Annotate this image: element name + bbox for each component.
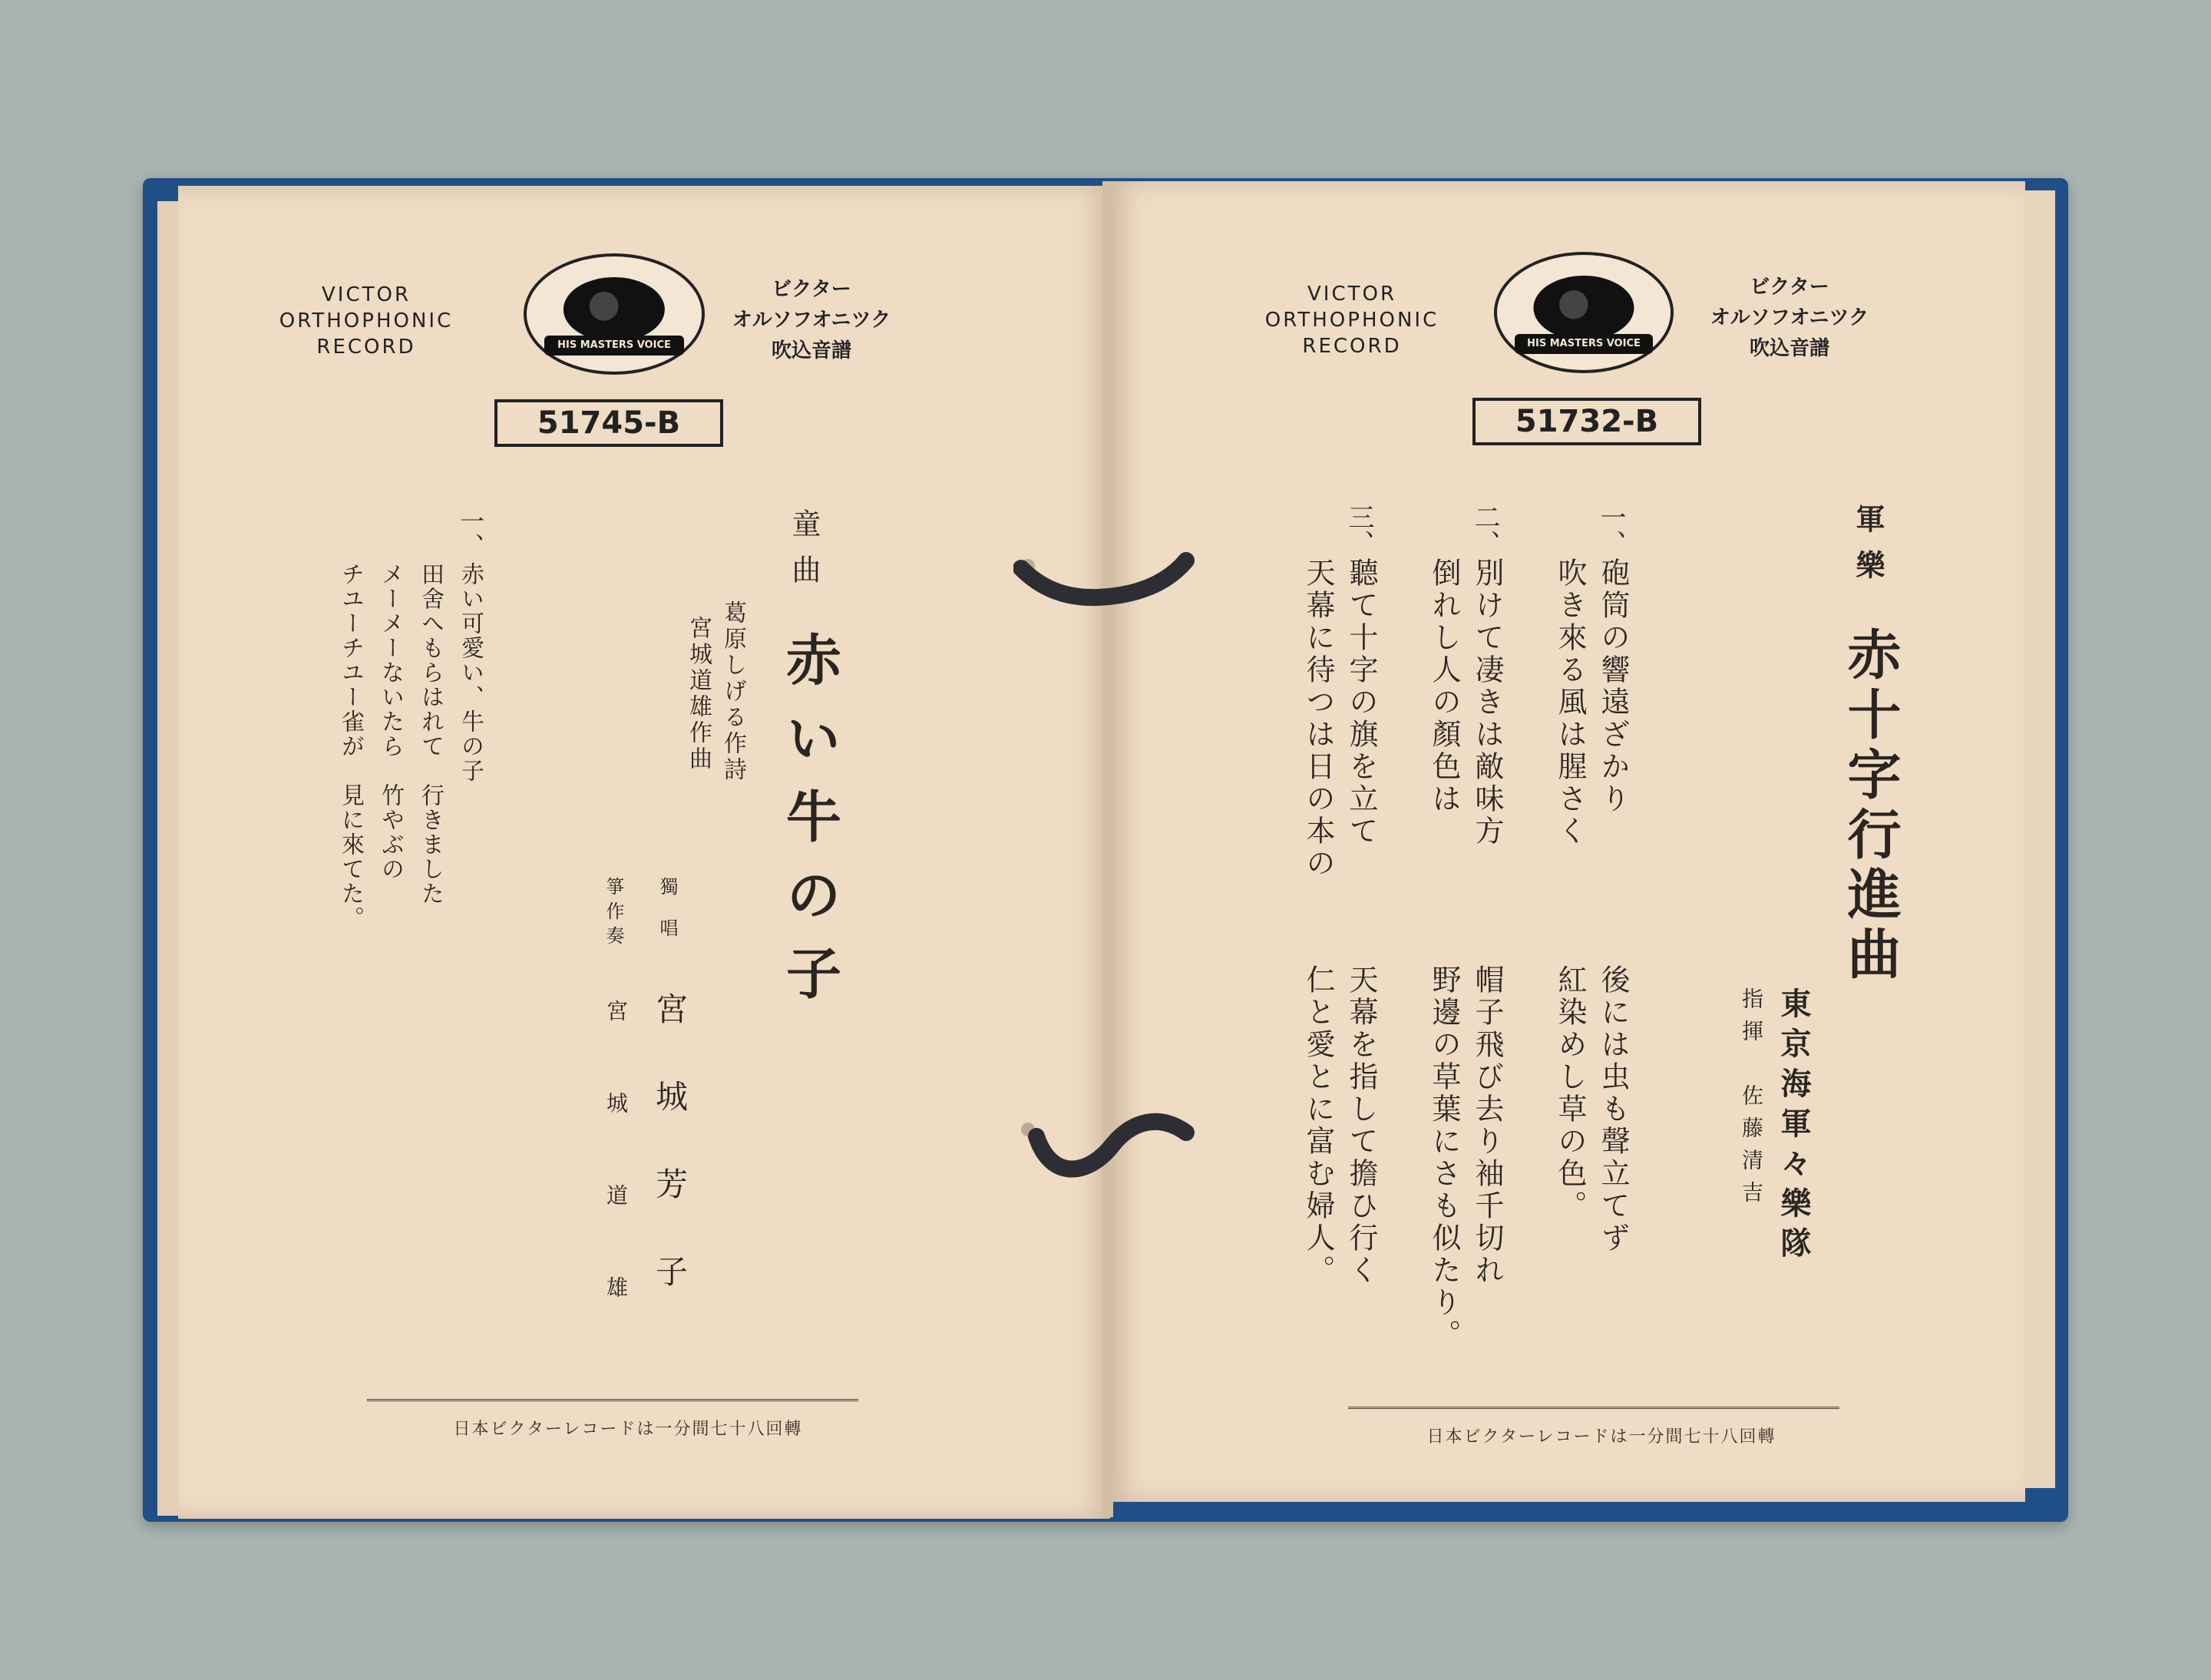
verse-line: 天幕を指して擔ひ行く — [1344, 964, 1378, 1287]
victor-dog-logo — [1494, 252, 1674, 373]
verse-line: 別けて凄きは敵味方 — [1470, 557, 1504, 848]
gramophone-icon — [563, 277, 665, 342]
brand-line: 吹込音譜 — [771, 339, 851, 362]
verse-line: 赤い可愛い、牛の子 — [457, 562, 484, 783]
logo-text: HIS MASTERS VOICE — [1515, 334, 1654, 354]
brand-line: 吹込音譜 — [1749, 337, 1829, 360]
record-number: 51732-B — [1472, 398, 1701, 445]
brand-english — [1264, 281, 1440, 359]
verse-line: 吹き來る風は腥さく — [1553, 557, 1587, 848]
credit-role: 獨唱 — [656, 877, 678, 960]
brand-line: RECORD — [1302, 335, 1402, 358]
conductor-credit: 指揮 佐藤清吉 — [1739, 987, 1764, 1213]
footer-rule — [367, 1399, 858, 1401]
brand-line: オルソフオニツク — [732, 309, 891, 332]
verse-number: 二、 — [1469, 504, 1500, 556]
brand-line: VICTOR — [321, 283, 411, 306]
victor-dog-logo — [524, 253, 705, 375]
verse-line: 田舍へもらはれて 行きました — [417, 562, 444, 906]
page-footer: 日本ビクターレコードは一分間七十八回轉 — [453, 1420, 803, 1439]
brand-line: ビクター — [772, 278, 851, 301]
verse-number: 一、 — [456, 508, 485, 557]
credit-role: 箏作奏 — [603, 877, 624, 951]
brand-line: ORTHOPHONIC — [1264, 309, 1439, 332]
genre-label: 童曲 — [787, 508, 821, 600]
credit-name: 宮城芳子 — [651, 992, 689, 1342]
performer-credit: 東京海軍々樂隊 — [1776, 987, 1812, 1267]
composer-credit: 宮城道雄作曲 — [685, 616, 712, 772]
verse-line: 天幕に待つは日の本の — [1301, 557, 1335, 880]
right-page — [1110, 181, 2025, 1502]
brand-line: オルソフオニツク — [1710, 306, 1869, 329]
song-title: 赤十字行進曲 — [1839, 627, 1902, 986]
verse-line: 帽子飛び去り袖千切れ — [1470, 964, 1504, 1287]
verse-line: 砲筒の響遠ざかり — [1596, 557, 1630, 815]
gramophone-icon — [1533, 276, 1634, 340]
brand-japanese — [716, 274, 907, 366]
left-page — [178, 186, 1110, 1519]
verse-line: メーメーないたら 竹やぶの — [377, 562, 404, 881]
record-number: 51745-B — [494, 399, 723, 447]
footer-rule — [1348, 1407, 1839, 1409]
verse-line: 仁と愛とに富む婦人。 — [1301, 964, 1335, 1287]
brand-line: RECORD — [316, 336, 416, 359]
brand-english — [278, 282, 454, 360]
verse-line: チユーチユー雀が 見に來てた。 — [337, 562, 364, 931]
brand-line: VICTOR — [1307, 283, 1397, 306]
verse-number: 三、 — [1343, 504, 1374, 556]
binding-string-top — [1013, 537, 1198, 630]
lyricist-credit: 葛原しげる作詩 — [719, 600, 746, 783]
book-spine — [1102, 181, 1113, 1517]
page-edges-right — [2021, 190, 2055, 1488]
page-footer: 日本ビクターレコードは一分間七十八回轉 — [1426, 1427, 1776, 1447]
verse-line: 後には虫も聲立てず — [1596, 964, 1630, 1255]
verse-line: 野邊の草葉にさも似たり。 — [1427, 964, 1461, 1351]
brand-japanese — [1694, 272, 1885, 364]
verse-line: 紅染めし草の色。 — [1553, 964, 1587, 1222]
verse-number: 一、 — [1595, 504, 1626, 556]
song-title: 赤い牛の子 — [777, 631, 842, 1023]
logo-text: HIS MASTERS VOICE — [544, 336, 684, 356]
verse-line: 倒れし人の顏色は — [1427, 557, 1461, 815]
verse-line: 聽て十字の旗を立て — [1344, 557, 1378, 848]
brand-line: ビクター — [1750, 276, 1829, 299]
credit-name: 宮城道雄 — [603, 1000, 629, 1368]
genre-label: 軍樂 — [1851, 504, 1885, 596]
brand-line: ORTHOPHONIC — [279, 309, 454, 332]
binding-string-bottom — [1013, 1090, 1198, 1198]
